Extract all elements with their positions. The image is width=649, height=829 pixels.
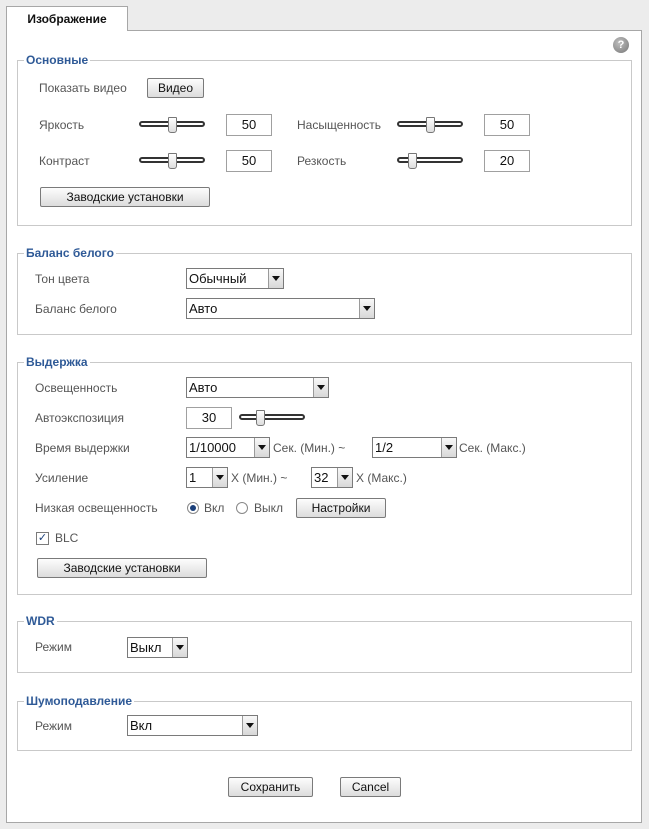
chevron-down-icon[interactable] xyxy=(359,299,374,318)
illumination-value: Авто xyxy=(189,380,218,395)
chevron-down-icon[interactable] xyxy=(337,468,352,487)
chevron-down-icon[interactable] xyxy=(441,438,456,457)
brightness-label: Яркость xyxy=(39,118,85,132)
shutter-min-select[interactable] xyxy=(186,437,270,458)
wdr-section xyxy=(17,614,632,673)
basic-factory-reset-button[interactable]: Заводские установки xyxy=(40,187,210,207)
chevron-down-icon[interactable] xyxy=(172,638,187,657)
wdr-section-title: WDR xyxy=(26,614,55,628)
exposure-section-title: Выдержка xyxy=(26,355,88,369)
contrast-label: Контраст xyxy=(39,154,90,168)
autoexposure-slider-thumb[interactable] xyxy=(256,410,265,426)
gain-min-select[interactable] xyxy=(186,467,228,488)
lowlight-settings-button[interactable]: Настройки xyxy=(296,498,386,518)
saturation-label: Насыщенность xyxy=(297,118,382,132)
color-tone-select[interactable] xyxy=(186,268,284,289)
chevron-down-icon[interactable] xyxy=(268,269,283,288)
shutter-min-value: 1/10000 xyxy=(189,440,236,455)
lowlight-on-radio[interactable] xyxy=(187,502,199,514)
brightness-slider-thumb[interactable] xyxy=(168,117,177,133)
noise-mode-value: Вкл xyxy=(130,718,153,733)
brightness-slider[interactable] xyxy=(139,115,205,137)
gain-min-value: 1 xyxy=(189,470,197,485)
contrast-input[interactable]: 50 xyxy=(226,150,272,172)
exposure-factory-reset-button[interactable]: Заводские установки xyxy=(37,558,207,578)
gain-label: Усиление xyxy=(35,471,89,485)
noise-mode-select[interactable] xyxy=(127,715,258,736)
shutter-min-text: Сек. (Мин.) ~ xyxy=(273,441,346,455)
color-tone-label: Тон цвета xyxy=(35,272,90,286)
shutter-max-text: Сек. (Макс.) xyxy=(459,441,526,455)
noise-mode-label: Режим xyxy=(35,719,72,733)
help-icon[interactable]: ? xyxy=(613,37,629,53)
sharpness-slider[interactable] xyxy=(397,151,463,173)
gain-max-select[interactable] xyxy=(311,467,353,488)
noise-reduction-section-title: Шумоподавление xyxy=(26,694,132,708)
wdr-mode-label: Режим xyxy=(35,640,72,654)
cancel-button[interactable]: Cancel xyxy=(340,777,401,797)
noise-reduction-section xyxy=(17,694,632,751)
wdr-mode-select[interactable] xyxy=(127,637,188,658)
sharpness-slider-thumb[interactable] xyxy=(408,153,417,169)
basic-section-title: Основные xyxy=(26,53,89,67)
white-balance-label: Баланс белого xyxy=(35,302,117,316)
autoexposure-slider-track xyxy=(239,414,305,420)
lowlight-off-radio[interactable] xyxy=(236,502,248,514)
show-video-label: Показать видео xyxy=(39,81,127,95)
tab-image[interactable]: Изображение xyxy=(6,6,128,31)
illumination-label: Освещенность xyxy=(35,381,118,395)
white-balance-section-title: Баланс белого xyxy=(26,246,114,260)
shutter-label: Время выдержки xyxy=(35,441,130,455)
saturation-slider-thumb[interactable] xyxy=(426,117,435,133)
shutter-max-value: 1/2 xyxy=(375,440,394,455)
lowlight-on-label[interactable]: Вкл xyxy=(204,501,225,515)
chevron-down-icon[interactable] xyxy=(313,378,328,397)
chevron-down-icon[interactable] xyxy=(254,438,269,457)
gain-max-text: X (Макс.) xyxy=(356,471,407,485)
gain-max-value: 32 xyxy=(314,470,329,485)
sharpness-input[interactable]: 20 xyxy=(484,150,530,172)
chevron-down-icon[interactable] xyxy=(242,716,257,735)
autoexposure-slider[interactable] xyxy=(239,408,305,430)
color-tone-value: Обычный xyxy=(189,271,247,286)
blc-label[interactable]: BLC xyxy=(55,531,79,545)
illumination-select[interactable] xyxy=(186,377,329,398)
lowlight-label: Низкая освещенность xyxy=(35,501,158,515)
wdr-mode-value: Выкл xyxy=(130,640,162,655)
save-button[interactable]: Сохранить xyxy=(228,777,313,797)
saturation-slider[interactable] xyxy=(397,115,463,137)
autoexposure-label: Автоэкспозиция xyxy=(35,411,124,425)
white-balance-section xyxy=(17,246,632,335)
brightness-input[interactable]: 50 xyxy=(226,114,272,136)
video-button[interactable]: Видео xyxy=(147,78,204,98)
autoexposure-input[interactable]: 30 xyxy=(186,407,232,429)
gain-min-text: X (Мин.) ~ xyxy=(231,471,288,485)
contrast-slider-thumb[interactable] xyxy=(168,153,177,169)
chevron-down-icon[interactable] xyxy=(212,468,227,487)
blc-checkbox[interactable]: ✓ xyxy=(37,532,48,544)
shutter-max-select[interactable] xyxy=(372,437,457,458)
lowlight-off-label[interactable]: Выкл xyxy=(254,501,284,515)
contrast-slider[interactable] xyxy=(139,151,205,173)
sharpness-label: Резкость xyxy=(297,154,347,168)
white-balance-value: Авто xyxy=(189,301,218,316)
white-balance-select[interactable] xyxy=(186,298,375,319)
sharpness-slider-track xyxy=(397,157,463,163)
saturation-input[interactable]: 50 xyxy=(484,114,530,136)
